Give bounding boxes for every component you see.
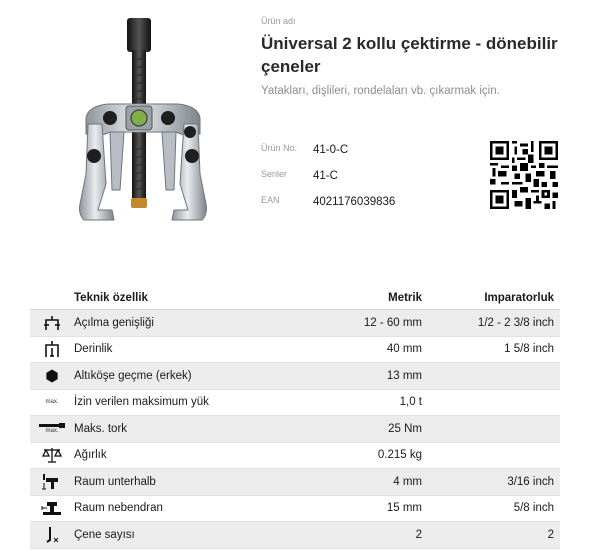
spec-name: Raum nebendran — [74, 502, 163, 515]
table-row — [30, 522, 560, 549]
spec-imperial: 5/8 inch — [513, 502, 554, 515]
spec-imperial: 1/2 - 2 3/8 inch — [477, 316, 554, 329]
spec-name: Maks. tork — [74, 422, 128, 435]
space-beside-icon — [41, 499, 63, 517]
spec-table — [30, 287, 560, 549]
table-row — [30, 416, 560, 443]
product-subtitle: Yatakları, dişlileri, rondelaları vb. çıkarmak için. — [261, 85, 500, 97]
spec-name: Raum unterhalb — [74, 475, 156, 488]
table-row — [30, 496, 560, 523]
spec-name: Altıköşe geçme (erkek) — [74, 369, 192, 382]
table-row — [30, 363, 560, 390]
spec-metric: 0.215 kg — [377, 449, 422, 462]
header-metric: Metrik — [388, 292, 422, 304]
header-imperial: Imparatorluk — [484, 292, 554, 304]
product-title: Üniversal 2 kollu çektirme - dönebilir çeneler — [261, 34, 558, 76]
table-row — [30, 337, 560, 364]
product-name-label: Ürün adı — [261, 16, 296, 26]
spec-imperial: 3/16 inch — [507, 475, 554, 488]
spec-metric: 2 — [415, 528, 422, 541]
spec-metric: 4 mm — [393, 475, 422, 488]
max-load-icon: max. — [45, 399, 59, 406]
spec-metric: 40 mm — [386, 343, 422, 356]
depth-icon — [43, 340, 61, 358]
spec-metric: 12 - 60 mm — [363, 316, 422, 329]
product-no-value: 41-0-C — [313, 144, 349, 156]
spec-metric: 1,0 t — [399, 396, 422, 409]
spec-name: İzin verilen maksimum yük — [74, 396, 209, 409]
spec-table-header — [30, 287, 560, 310]
ean-label: EAN — [261, 195, 280, 205]
series-value: 41-C — [313, 170, 338, 182]
qr-code-icon — [490, 141, 558, 209]
weight-scale-icon — [42, 447, 62, 463]
spec-metric: 15 mm — [386, 502, 422, 515]
table-row — [30, 390, 560, 417]
spec-name: Açılma genişliği — [74, 316, 154, 329]
product-image — [68, 14, 218, 226]
spec-name: Derinlik — [74, 343, 113, 356]
spec-name: Çene sayısı — [74, 528, 135, 541]
max-torque-label: max. — [45, 428, 59, 435]
series-label: Seriler — [261, 169, 288, 179]
jaw-count-icon — [44, 526, 60, 544]
spec-metric: 25 Nm — [388, 422, 422, 435]
hexagon-icon — [45, 369, 59, 383]
spec-metric: 13 mm — [386, 369, 422, 382]
header-property: Teknik özellik — [74, 292, 148, 304]
space-below-icon — [42, 473, 62, 491]
product-no-label: Ürün No. — [261, 143, 298, 153]
spec-imperial: 2 — [547, 528, 554, 541]
ean-value: 4021176039836 — [313, 196, 396, 208]
table-row — [30, 469, 560, 496]
spec-name: Ağırlık — [74, 449, 107, 462]
opening-width-icon — [43, 315, 61, 331]
table-row — [30, 310, 560, 337]
table-row — [30, 443, 560, 470]
spec-imperial: 1 5/8 inch — [504, 343, 554, 356]
